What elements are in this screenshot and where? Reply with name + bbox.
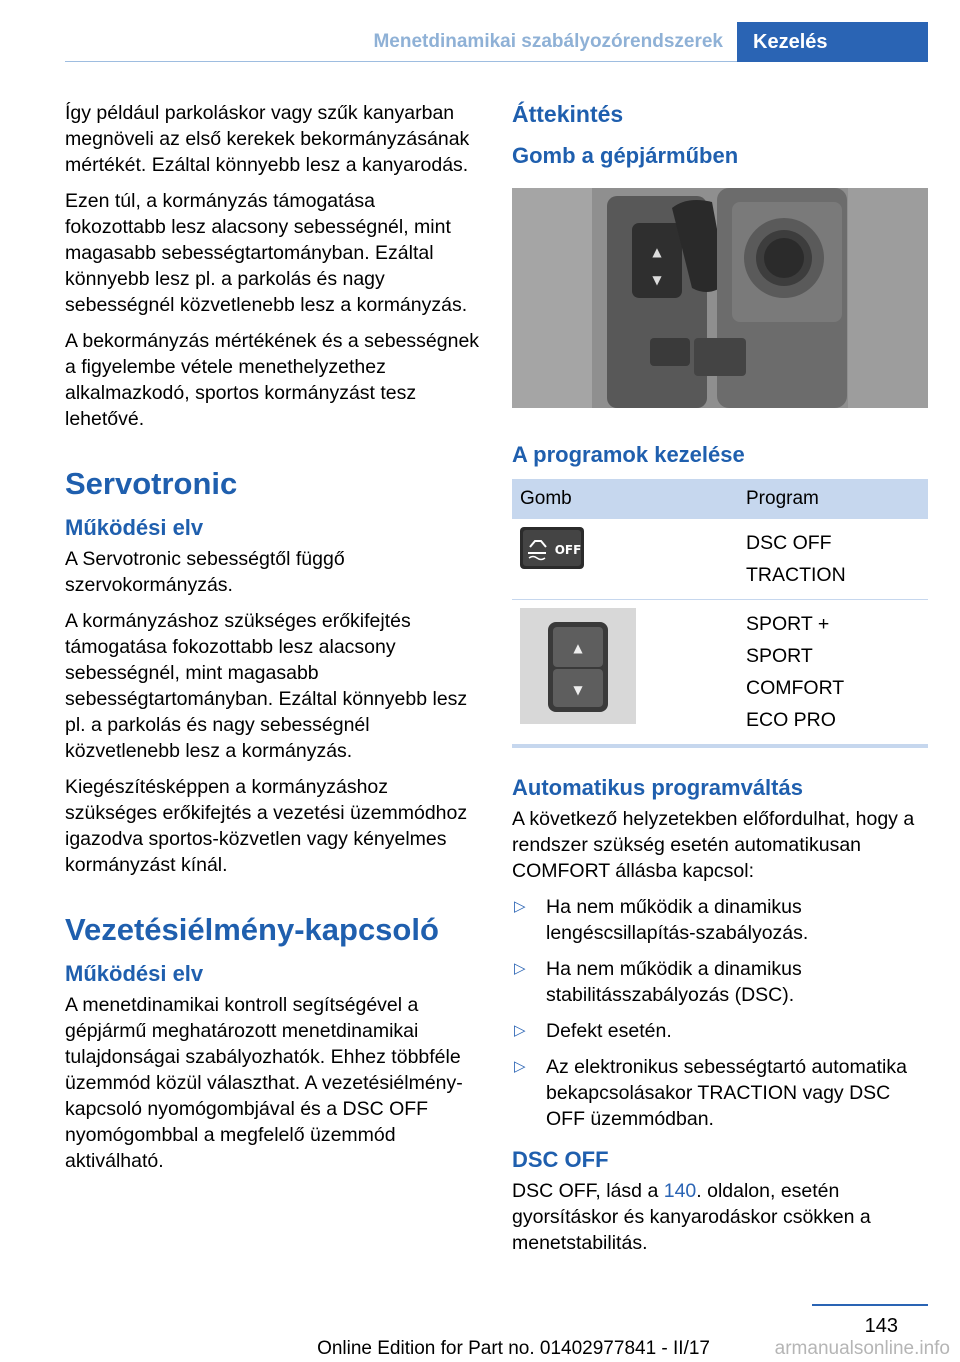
intro-paragraph: A bekormányzás mértékének és a sebességnek a figyelembe vétele menethelyzethez alkalmazkodó, sportos kormányzást tesz lehetővé. xyxy=(65,330,480,430)
overview-heading: Áttekintés xyxy=(512,101,624,127)
switch-subheading: Működési elv xyxy=(65,961,204,986)
dsc-off-heading: DSC OFF xyxy=(512,1147,609,1172)
program-item: ECO PRO xyxy=(746,709,836,731)
list-item: ▷ Defekt esetén. xyxy=(514,1020,672,1042)
svg-text:OFF: OFF xyxy=(554,543,582,557)
servotronic-paragraph: Kiegészítésképpen a kormányzáshoz szükséges erőkifejtés a vezetési üzemmódhoz igazodva sportos-közvetlen vagy kényelmes kormányzást kínál. xyxy=(65,776,468,876)
footer-divider xyxy=(812,1304,928,1306)
svg-text:▲: ▲ xyxy=(573,641,583,655)
column-header-program: Program xyxy=(738,479,928,519)
console-photo xyxy=(512,188,928,408)
program-item: SPORT xyxy=(746,645,813,667)
program-list xyxy=(738,519,928,600)
button-heading: Gomb a gépjárműben xyxy=(512,143,739,168)
programs-heading: A programok kezelése xyxy=(512,442,745,467)
right-column xyxy=(512,100,928,1266)
column-header-button: Gomb xyxy=(512,479,738,519)
list-item: ▷ Az elektronikus sebességtartó automatika bekapcsolásakor TRACTION vagy DSC OFF üzemmódban. xyxy=(514,1056,907,1130)
svg-text:▼: ▼ xyxy=(652,273,662,287)
servotronic-subheading: Működési elv xyxy=(65,515,204,540)
list-item: ▷ Ha nem működik a dinamikus lengéscsillapítás-szabályozás. xyxy=(514,896,809,944)
dsc-off-paragraph: DSC OFF, lásd a 140. oldalon, esetén gyorsításkor és kanyarodáskor csökken a menetstabilitás. xyxy=(512,1180,871,1254)
servotronic-heading: Servotronic xyxy=(65,466,238,501)
triangle-bullet-icon: ▷ xyxy=(514,960,526,977)
intro-paragraph: Így például parkoláskor vagy szűk kanyarban megnöveli az első kerekek bekormányzásának mértékét. Ezáltal könnyebb lesz a kanyarodás. xyxy=(65,102,470,176)
auto-switch-heading: Automatikus programváltás xyxy=(512,775,803,800)
table-header-row xyxy=(512,479,928,519)
watermark: armanualsonline.info xyxy=(774,1338,950,1359)
mode-switch-cell xyxy=(512,600,738,747)
intro-paragraph: Ezen túl, a kormányzás támogatása fokozottabb lesz alacsony sebességnél, mint magasabb sebességtartományban. Ezáltal könnyebb lesz pl. a parkolás és nagy sebességnél közvetlenebb lesz a kormányzás. xyxy=(65,190,468,316)
list-item: ▷ Ha nem működik a dinamikus stabilitásszabályozás (DSC). xyxy=(514,958,802,1006)
program-item: COMFORT xyxy=(746,677,845,699)
switch-heading: Vezetésiélmény-kapcsoló xyxy=(65,912,439,947)
table-row xyxy=(512,519,928,600)
edition-footer: Online Edition for Part no. 01402977841 - II/17 xyxy=(317,1338,710,1359)
page-reference-link[interactable]: 140 xyxy=(663,1180,697,1202)
program-item: DSC OFF xyxy=(746,532,832,554)
page-header xyxy=(65,22,960,62)
svg-text:▼: ▼ xyxy=(573,683,583,697)
chapter-tab[interactable]: Kezelés xyxy=(737,22,928,62)
servotronic-paragraph: A kormányzáshoz szükséges erőkifejtés támogatása fokozottabb lesz alacsony sebességnél, mint magasabb sebességtartományban. Ezáltal könnyebb lesz pl. a parkolás és nagy sebességnél közvetlenebb lesz a kormányzás. xyxy=(65,610,468,762)
left-column xyxy=(65,100,480,1184)
servotronic-paragraph: A Servotronic sebességtől függő szervokormányzás. xyxy=(65,548,345,596)
triangle-bullet-icon: ▷ xyxy=(514,898,526,915)
page-number: 143 xyxy=(864,1315,898,1337)
switch-paragraph: A menetdinamikai kontroll segítségével a gépjármű meghatározott menetdinamikai tulajdonságai szabályozhatók. Ehhez többféle üzemmód közül választhat. A vezetésiélmény-kapcsoló nyomógombjával és a DSC OFF nyomógombbal a megfelelő üzemmód aktiválható. xyxy=(65,994,463,1172)
triangle-bullet-icon: ▷ xyxy=(514,1022,526,1039)
program-item: SPORT + xyxy=(746,613,830,635)
section-title: Menetdinamikai szabályozórendszerek xyxy=(65,22,737,62)
program-table xyxy=(512,479,928,748)
program-item: TRACTION xyxy=(746,564,846,586)
program-list xyxy=(738,600,928,747)
auto-switch-intro: A következő helyzetekben előfordulhat, hogy a rendszer szükség esetén automatikusan COMFORT állásba kapcsol: xyxy=(512,808,915,882)
dsc-off-button-icon xyxy=(520,527,584,569)
condition-list xyxy=(512,894,928,1132)
svg-text:▲: ▲ xyxy=(652,245,662,259)
triangle-bullet-icon: ▷ xyxy=(514,1058,526,1075)
dsc-off-button-cell xyxy=(512,519,738,600)
mode-switch-icon xyxy=(520,608,636,724)
table-row xyxy=(512,600,928,747)
